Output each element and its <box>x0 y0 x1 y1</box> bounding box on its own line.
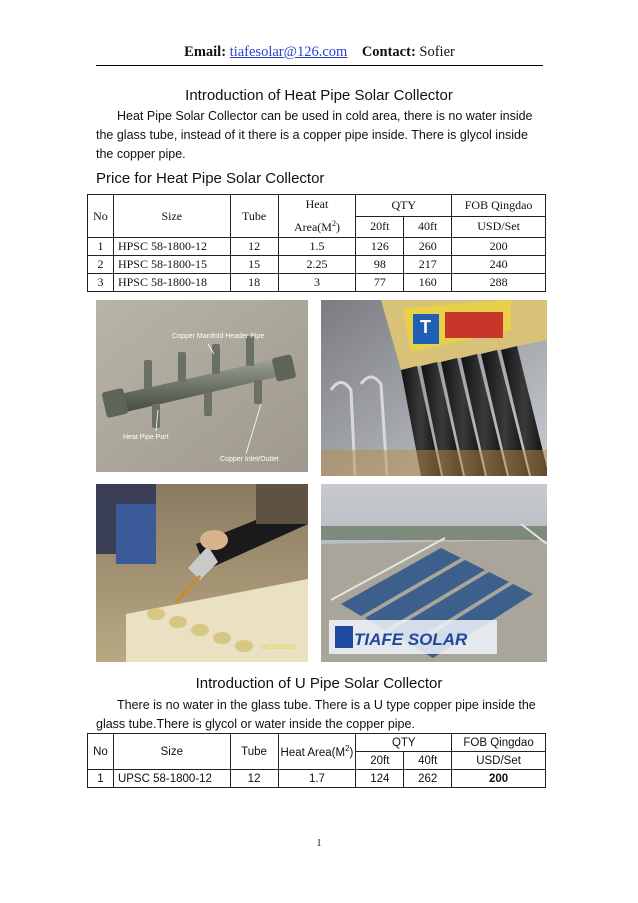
cell-20ft: 77 <box>356 274 404 292</box>
cell-usd: 200 <box>452 238 546 256</box>
header-qty: QTY <box>356 734 452 752</box>
photo-collector-logo <box>321 300 547 476</box>
contact-label: Contact: <box>361 44 416 60</box>
heat-pipe-intro-title: Introduction of Heat Pipe Solar Collector <box>185 87 453 104</box>
header-qty: QTY <box>356 195 452 217</box>
header-divider <box>96 65 543 66</box>
page-number: 1 <box>316 838 322 849</box>
header-20ft: 20ft <box>356 216 404 238</box>
header-usd: USD/Set <box>452 752 546 770</box>
cell-tube: 18 <box>230 274 278 292</box>
cell-tube: 15 <box>230 256 278 274</box>
photo-date-stamp: 09/23/2006 <box>261 644 297 651</box>
cell-no: 3 <box>88 274 114 292</box>
header-area: Heat Area(M <box>280 746 346 759</box>
cell-tube: 12 <box>230 770 278 788</box>
table-row <box>88 238 546 256</box>
cell-area: 2.25 <box>278 256 356 274</box>
cell-no: 2 <box>88 256 114 274</box>
email-link[interactable]: tiafesolar@126.com <box>229 44 348 60</box>
manifold-photo-graphic <box>96 300 308 472</box>
header-fob: FOB Qingdao <box>452 195 546 217</box>
header-tube: Tube <box>230 195 278 238</box>
cell-size: HPSC 58-1800-12 <box>113 238 230 256</box>
photo-heat-pipe-insert <box>96 484 308 662</box>
u-pipe-intro-text: There is no water in the glass tube. There is a U type copper pipe inside the glass tube.There is glycol or water inside the copper pipe. <box>96 698 536 731</box>
header-no: No <box>88 195 114 238</box>
header-usd: USD/Set <box>452 216 546 238</box>
label-heat-pipe-port: Heat Pipe Port <box>123 434 169 441</box>
label-copper-inlet-outlet: Copper Inlet/Outlet <box>220 456 279 463</box>
header-40ft: 40ft <box>404 216 452 238</box>
cell-40ft: 262 <box>404 770 452 788</box>
cell-usd: 288 <box>452 274 546 292</box>
header-area: Area(M <box>293 220 332 234</box>
header-size: Size <box>113 195 230 238</box>
header-heat-area <box>278 734 356 770</box>
header-heat: Heat <box>305 197 329 211</box>
photo-rooftop-array <box>321 484 547 662</box>
email-label: Email: <box>184 44 227 60</box>
cell-size: HPSC 58-1800-15 <box>113 256 230 274</box>
header-40ft: 40ft <box>404 752 452 770</box>
heat-pipe-intro-text: Heat Pipe Solar Collector can be used in cold area, there is no water inside the glass tube, instead of it there is a copper pipe inside. There is glycol inside the copper pipe. <box>96 109 533 161</box>
cell-20ft: 126 <box>356 238 404 256</box>
logo-t-mark: T <box>420 317 431 337</box>
cell-no: 1 <box>88 238 114 256</box>
cell-size: UPSC 58-1800-12 <box>113 770 230 788</box>
cell-tube: 12 <box>230 238 278 256</box>
cell-40ft: 217 <box>404 256 452 274</box>
tiafe-logo-text: TIAFE SOLAR <box>354 630 468 649</box>
cell-size: HPSC 58-1800-18 <box>113 274 230 292</box>
cell-20ft: 124 <box>356 770 404 788</box>
header-heat-area <box>278 195 356 238</box>
header-area-close: ) <box>335 220 340 234</box>
photo-manifold-header-pipe <box>96 300 308 472</box>
u-pipe-intro-title: Introduction of U Pipe Solar Collector <box>195 675 443 692</box>
cell-usd: 240 <box>452 256 546 274</box>
cell-area: 1.5 <box>278 238 356 256</box>
table-header-row <box>88 734 546 752</box>
table-row <box>88 274 546 292</box>
page-header <box>96 44 543 61</box>
header-fob: FOB Qingdao <box>452 734 546 752</box>
cell-area: 1.7 <box>278 770 356 788</box>
header-size: Size <box>113 734 230 770</box>
cell-area: 3 <box>278 274 356 292</box>
cell-40ft: 160 <box>404 274 452 292</box>
cell-20ft: 98 <box>356 256 404 274</box>
header-tube: Tube <box>230 734 278 770</box>
label-copper-manifold: Copper Manifold Header Pipe <box>172 333 265 340</box>
header-20ft: 20ft <box>356 752 404 770</box>
cell-usd: 200 <box>452 770 546 788</box>
heat-pipe-price-table <box>87 194 546 292</box>
cell-40ft: 260 <box>404 238 452 256</box>
heat-pipe-price-title: Price for Heat Pipe Solar Collector <box>96 170 325 187</box>
header-area-close: ) <box>349 746 354 759</box>
contact-name: Sofier <box>419 44 455 60</box>
header-area-sup: 2 <box>345 744 350 754</box>
table-header-row <box>88 195 546 217</box>
table-row <box>88 770 546 788</box>
header-no: No <box>88 734 114 770</box>
insert-photo-graphic <box>96 484 308 662</box>
header-area-sup: 2 <box>331 219 336 228</box>
collector-photo-graphic <box>321 300 547 476</box>
table-row <box>88 256 546 274</box>
cell-no: 1 <box>88 770 114 788</box>
u-pipe-price-table <box>87 733 546 788</box>
